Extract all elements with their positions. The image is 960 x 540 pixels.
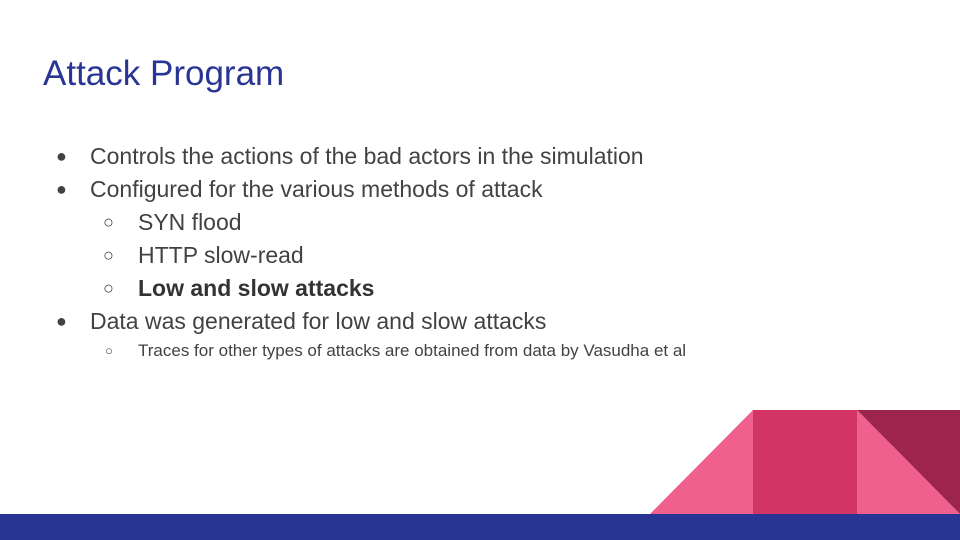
bullet-text: Data was generated for low and slow attacks [90, 308, 547, 334]
slide-title: Attack Program [43, 54, 285, 93]
sub-bullet-marker: ○ [103, 212, 114, 232]
sub-bullet-text-bold: Low and slow attacks [138, 275, 375, 301]
sub-bullet-marker: ○ [105, 343, 113, 358]
sub-bullet-text: Traces for other types of attacks are obtained from data by Vasudha et al [138, 341, 687, 360]
sub-bullet-marker: ○ [103, 278, 114, 298]
bullet-marker: ● [56, 146, 67, 166]
sub-bullet-text: HTTP slow-read [138, 242, 304, 268]
bottom-bar [0, 514, 960, 540]
bullet-text: Configured for the various methods of attack [90, 176, 543, 202]
bullet-text: Controls the actions of the bad actors in the simulation [90, 143, 644, 169]
bullet-marker: ● [56, 311, 67, 331]
bullet-marker: ● [56, 179, 67, 199]
pink-square-middle [753, 410, 857, 514]
sub-bullet-marker: ○ [103, 245, 114, 265]
sub-bullet-text: SYN flood [138, 209, 242, 235]
pink-triangle-left [650, 410, 753, 514]
